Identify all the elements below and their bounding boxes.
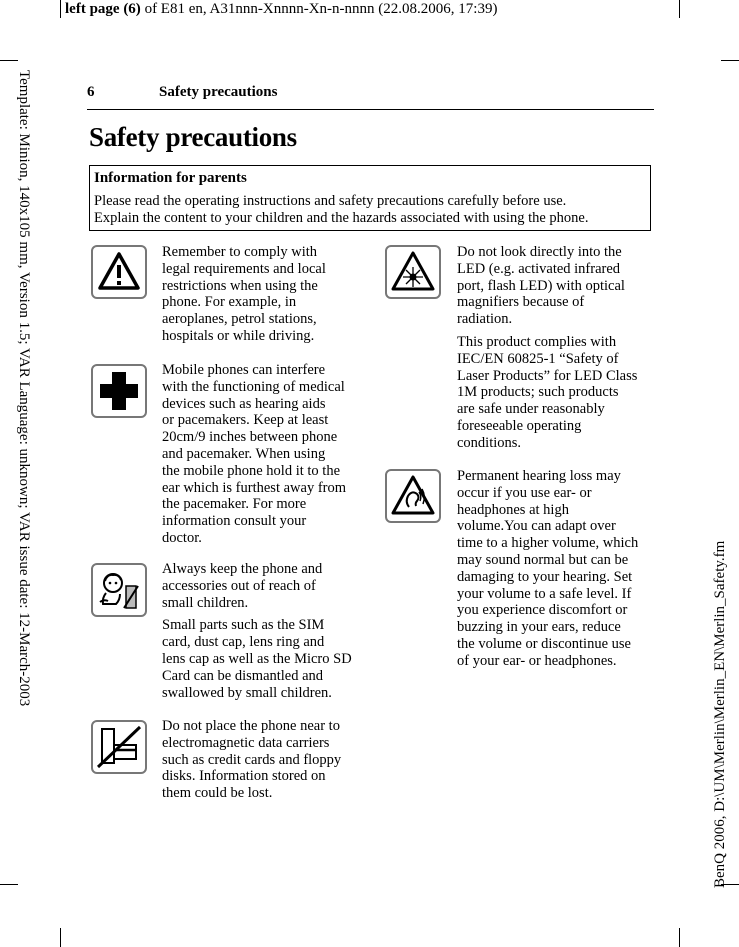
side-label-left (4, 70, 34, 870)
text-line: port, flash LED) with optical (457, 277, 625, 294)
page-title: Safety precautions (89, 122, 297, 152)
parents-line: Please read the operating instructions and safety precautions carefully before use. (94, 193, 567, 209)
text-line: with the functioning of medical (162, 378, 345, 395)
warning-triangle-icon (91, 245, 147, 299)
parents-text (94, 193, 650, 227)
text-line: aeroplanes, petrol stations, (162, 311, 317, 328)
no-magnetic-card-icon (91, 720, 147, 774)
header-rule (87, 109, 654, 110)
safety-item-laser (457, 244, 652, 452)
crop-mark (0, 884, 18, 885)
text-line: lens cap as well as the Micro SD (162, 650, 352, 667)
medical-cross-icon (91, 364, 147, 418)
text-line: and pacemaker. When using (162, 445, 326, 462)
print-header-info: of E81 en, A31nnn-Xnnnn-Xn-n-nnnn (22.08.2006, 17:39) (140, 1, 498, 17)
text-line: This product complies with (457, 333, 617, 350)
text-line: doctor. (162, 529, 202, 546)
text-line: or pacemakers. Keep at least (162, 412, 329, 429)
text-line: the pacemaker. For more (162, 496, 307, 513)
safety-item-children (162, 561, 354, 701)
text-line: headphones at high (457, 501, 569, 518)
print-header-page: left page (6) (65, 1, 141, 17)
child-icon (91, 563, 147, 617)
safety-item-medical (162, 362, 354, 547)
text-line: devices such as hearing aids (162, 395, 326, 412)
running-head-title: Safety precautions (159, 84, 278, 100)
text-line: LED (e.g. activated infrared (457, 260, 621, 277)
text-line: the mobile phone hold it to the (162, 462, 341, 479)
text-line: Do not look directly into the (457, 244, 622, 260)
crop-mark (0, 60, 18, 61)
text-line: buzzing in your ears, reduce (457, 619, 621, 636)
safety-item-magnetic (162, 718, 354, 802)
text-line: the volume or discontinue use (457, 635, 631, 652)
text-line: such as credit cards and floppy (162, 751, 342, 768)
text-line: damaging to your hearing. Set (457, 568, 633, 585)
text-line: restrictions when using the (162, 277, 318, 294)
text-line: small children. (162, 594, 249, 611)
text-line: Mobile phones can interfere (162, 362, 326, 378)
text-line: legal requirements and local (162, 260, 326, 277)
crop-mark (721, 60, 739, 61)
text-line: card, dust cap, lens ring and (162, 634, 325, 651)
crop-mark (60, 928, 61, 947)
text-line: ear which is furthest away from (162, 479, 347, 496)
text-line: Card can be dismantled and (162, 667, 324, 684)
text-line: Do not place the phone near to (162, 718, 340, 734)
text-line: Small parts such as the SIM (162, 617, 325, 634)
text-line: electromagnetic data carriers (162, 734, 330, 751)
text-line: of your ear- or headphones. (457, 652, 617, 669)
side-label-right-text: BenQ 2006, D:\UM\Merlin\Merlin_EN\Merlin_Safety.fm (712, 540, 728, 888)
text-line: occur if you use ear- or (457, 484, 592, 501)
hearing-warning-icon (385, 469, 441, 523)
text-line: Always keep the phone and (162, 561, 323, 577)
crop-mark (679, 928, 680, 947)
text-line: 1M products; such products (457, 384, 619, 401)
text-line: swallowed by small children. (162, 684, 332, 701)
text-line: disks. Information stored on (162, 768, 326, 785)
text-line: time to a higher volume, which (457, 535, 639, 552)
parents-info-box (89, 165, 651, 231)
text-line: Laser Products” for LED Class (457, 367, 638, 384)
text-line: conditions. (457, 434, 522, 451)
text-line: may sound normal but can be (457, 551, 629, 568)
text-line: radiation. (457, 311, 513, 328)
parents-line: Explain the content to your children and the hazards associated with using the phone. (94, 210, 589, 226)
crop-mark (60, 0, 61, 18)
safety-item-hearing (457, 468, 652, 670)
text-line: information consult your (162, 513, 307, 530)
crop-mark (679, 0, 680, 18)
text-line: foreseeable operating (457, 417, 582, 434)
text-line: accessories out of reach of (162, 577, 316, 594)
text-line: 20cm/9 inches between phone (162, 429, 338, 446)
page-number: 6 (87, 84, 95, 100)
text-line: IEC/EN 60825-1 “Safety of (457, 350, 619, 367)
print-header (65, 1, 497, 18)
safety-item-legal (162, 244, 354, 345)
text-line: magnifiers because of (457, 294, 585, 311)
text-line: are safe under reasonably (457, 401, 605, 418)
text-line: volume.You can adapt over (457, 518, 616, 535)
text-line: Remember to comply with (162, 244, 318, 260)
side-label-left-text: Template: Minion, 140x105 mm, Version 1.5; VAR Language: unknown; VAR issue date: 12-March-2003 (16, 70, 32, 707)
text-line: Permanent hearing loss may (457, 468, 621, 484)
laser-radiation-icon (385, 245, 441, 299)
text-line: hospitals or while driving. (162, 327, 315, 344)
parents-heading: Information for parents (94, 170, 247, 186)
text-line: them could be lost. (162, 785, 273, 802)
text-line: your volume to a safe level. If (457, 585, 632, 602)
text-line: phone. For example, in (162, 294, 297, 311)
side-label-right (706, 70, 736, 890)
text-line: you experience discomfort or (457, 602, 628, 619)
